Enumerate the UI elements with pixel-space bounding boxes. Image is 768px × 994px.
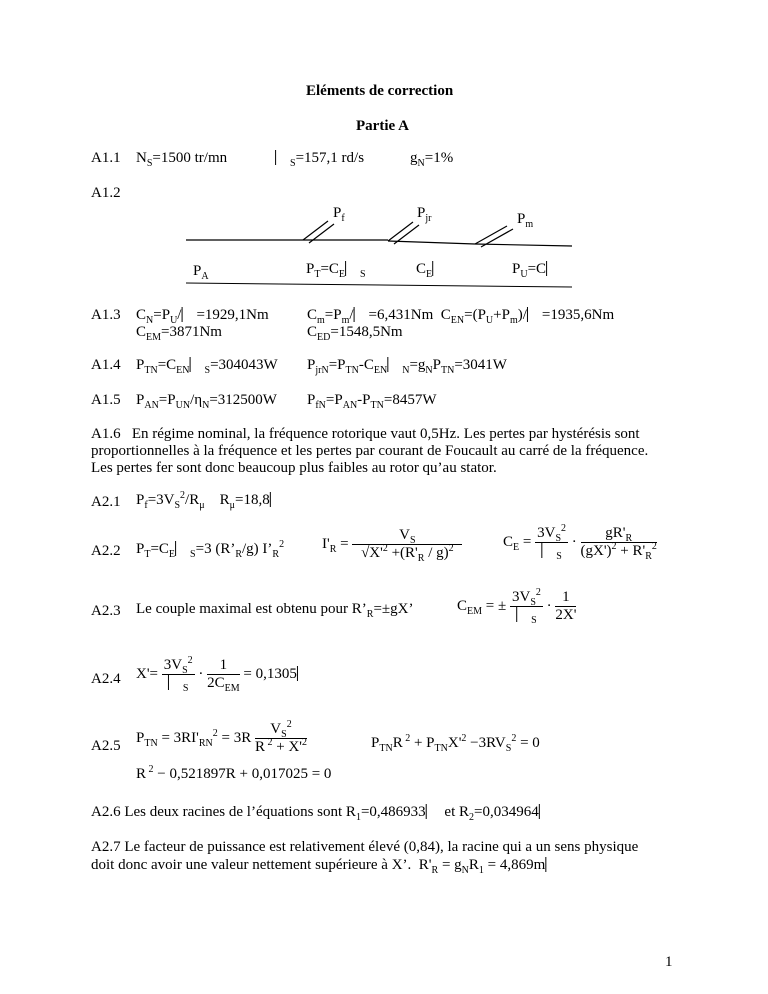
section-title: Partie A	[356, 118, 409, 134]
a27-line1: A2.7 Le facteur de puissance est relativement élevé (0,84), la racine qui a un sens physique	[91, 839, 639, 855]
a16-line2: proportionnelles à la fréquence et les pertes par courant de Foucault au carré de la fréquence.	[91, 443, 649, 459]
a23-text: Le couple maximal est obtenu pour $R’_R=\pm gX$’	[136, 601, 414, 620]
a21-num: A2.1	[91, 494, 121, 510]
a24-formula: X'= $\frac{3V_S^2}{⎸_S}$ · $\frac{1}{2C_{EM}}$ = 0,1305⎸	[136, 655, 312, 694]
a21-text: $P_f=3V_S^2/R_\mu$ $R_\mu=18,8⎸$	[136, 490, 285, 511]
a12-ce: $C_E⎸$	[416, 261, 448, 280]
a24-result: = 0,1305⎸	[243, 665, 312, 682]
a16-line1: A1.6 En régime nominal, la fréquence rotorique vaut 0,5Hz. Les pertes par hystérésis sont	[91, 426, 640, 442]
a11-slip: $g_N=1\%$	[410, 150, 454, 169]
a11-ns: $N_S=1500$ tr/mn	[136, 150, 228, 169]
a15-num: A1.5	[91, 392, 121, 408]
a11-num: A1.1	[91, 150, 121, 166]
a12-num: A1.2	[91, 185, 121, 201]
a22-torque-formula: $C_E$ = $\frac{3V_S^2}{⎸_S}$ · $\frac{gR'_R}{(gX')^2 + R'_R^2}$	[503, 523, 657, 562]
a12-pjr: $P_{jr}$	[417, 205, 432, 224]
page-title: Eléments de correction	[306, 83, 454, 99]
a12-pm: $P_m$	[517, 211, 534, 230]
a13-num: A1.3	[91, 307, 121, 323]
a12-pa: $P_A$	[193, 263, 209, 282]
a12-pu: $P_U=C⎸$	[512, 261, 562, 280]
a15-left: $P_{AN}=P_{UN}/\eta_N=312500W$	[136, 392, 277, 411]
a25-num: A2.5	[91, 738, 121, 754]
a23-formula: $C_{EM}$ = ± $\frac{3V_S^2}{⎸_S}$ · $\frac{1}{2X'}$	[457, 587, 577, 626]
a14-left: $P_{TN}=C_{EN}⎸_S=304043W$	[136, 357, 278, 376]
a13-right2: $C_{ED}=1548,5Nm$	[307, 324, 403, 343]
a12-pf: $P_f$	[333, 205, 345, 224]
a25-quadratic: R $^2$ − 0,521897R + 0,017025 = 0	[136, 764, 332, 782]
a25-formula1: $P_{TN} = 3RI'_{RN}^2 = 3R$ $\frac{V_S^2}{R ^2 + X'^2}$	[136, 719, 307, 755]
a11-omega: $⎸_S=157,1$ rd/s	[275, 150, 365, 169]
page-number: 1	[665, 954, 673, 970]
a25-formula2: $P_{TN}R$ $^2 + P_{TN}X'^2 -3RV_S^2 = 0$	[371, 733, 540, 754]
a24-num: A2.4	[91, 671, 121, 687]
a13-left1: $C_N=P_U/⎸=1929,1Nm$	[136, 307, 269, 326]
a27-line2: doit donc avoir une valeur nettement supérieure à X’. $R'_R = g_NR_1$ = 4,869m⎸	[91, 857, 561, 876]
a23-num: A2.3	[91, 603, 121, 619]
a16-line3: Les pertes fer sont donc beaucoup plus faibles au rotor qu’au stator.	[91, 460, 497, 476]
a22-num: A2.2	[91, 543, 121, 559]
a14-num: A1.4	[91, 357, 121, 373]
a15-right: $P_{fN}=P_{AN}-P_{TN}=8457W$	[307, 392, 437, 411]
a22-current-formula: $I'_R$ = $\frac{V_S}{√X'^2 +(R'_R / g)^2}$	[322, 528, 462, 561]
a22-text: $P_T=C_E⎸_S=3$ $(R’_R/g)$ $I’_R^2$	[136, 539, 285, 560]
a13-right1: $C_m=P_m/⎸=6,431Nm$ $C_{EN}=(P_U+P_m)/⎸=1935,6Nm$	[307, 307, 615, 326]
a14-right: $P_{jrN}=P_{TN}-C_{EN}⎸_N=g_NP_{TN}=3041W$	[307, 357, 507, 376]
a12-pt: $P_T=C_E⎸_S$	[306, 261, 366, 280]
a26-text: A2.6 Les deux racines de l’équations sont $R_1=0,486933⎸$ et $R_2=0,034964⎸$	[91, 804, 554, 823]
a13-left2: $C_{EM}=3871Nm$	[136, 324, 222, 343]
